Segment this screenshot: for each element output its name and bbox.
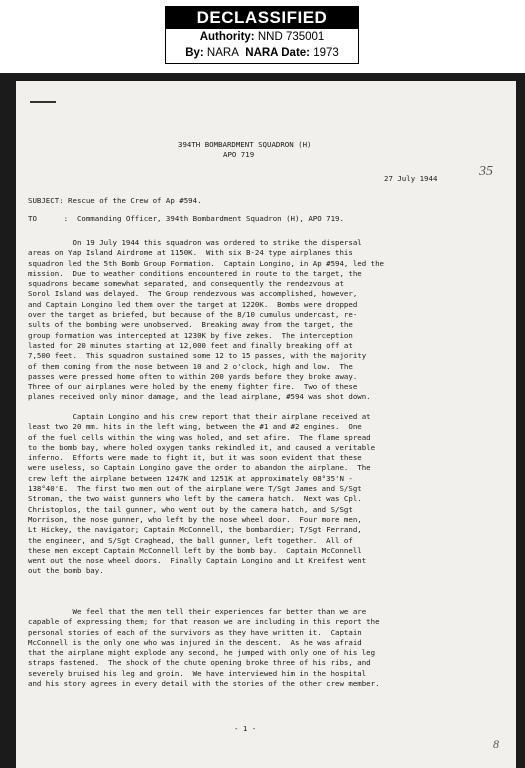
text-line: of them coming from the nose between 10 and 2 o'clock, high and low. The [28, 361, 353, 371]
text-line: Sorol Island was delayed. The Group rendezvous was accomplished, however, [28, 289, 358, 299]
text-line: 138°40'E. The first two men out of the airplane were T/Sgt James and S/Sgt [28, 484, 362, 494]
text-line: squadrons became somewhat separated, and consequently the rendezvous at [28, 279, 344, 289]
text-line: over the target as briefed, but because of the 8/10 cumulus undercast, re- [28, 310, 358, 320]
letterhead-unit: 394TH BOMBARDMENT SQUADRON (H) [178, 140, 312, 149]
text-line: mission. Due to weather conditions encountered in route to the target, the [28, 268, 362, 278]
text-line: Stroman, the two waist gunners who left by the camera hatch. Next was Cpl. [28, 494, 362, 504]
text-line: that the airplane might explode any second, he jumped with only one of his leg [28, 648, 376, 658]
text-line: severely bruised his leg and groin. We have interviewed him in the hospital [28, 668, 367, 678]
text-line: capable of expressing them; for that reason we are including in this report the [28, 617, 380, 627]
stamp-authority: Authority: NND 735001 [199, 31, 325, 43]
paragraph-3 [28, 607, 380, 689]
text-line: inferno. Efforts were made to fight it, but it was soon evident that these [28, 453, 362, 463]
text-line: sults of the bombing were unobserved. Breaking away from the target, the [28, 320, 353, 330]
text-line: and his story agrees in every detail with the stories of the other crew member. [28, 679, 380, 689]
text-line: of the fuel cells within the wing was holed, and set afire. The flame spread [28, 432, 371, 442]
text-line: straps fastened. The shock of the chute opening broke three of his ribs, and [28, 658, 371, 668]
text-line: were useless, so Captain Longino gave the order to abandon the airplane. The [28, 463, 371, 473]
text-line: Christoplos, the tail gunner, who went out by the camera hatch, and S/Sgt [28, 504, 353, 514]
text-line: group formation was intercepted at 1230K by five zekes. The interception [28, 330, 353, 340]
text-line: personal stories of each of the survivors as they have written it. Captain [28, 627, 362, 637]
text-line: McConnell is the only one who was injured in the descent. As he was afraid [28, 637, 362, 647]
pencil-mark [30, 101, 56, 103]
text-line: passes were pressed home often to within 200 yards before they broke away. [28, 371, 358, 381]
paragraph-2 [28, 412, 375, 577]
text-line: went out the nose wheel doors. Finally Captain Longino and Lt Kreifest went [28, 556, 367, 566]
paragraph-1 [28, 238, 384, 403]
text-line: out the bomb bay. [28, 566, 104, 576]
text-line: squadron led the 5th Bomb Group Formation. Captain Longino, in Ap #594, led the [28, 258, 384, 268]
text-line: to the bomb bay, where holed oxygen tanks rekindled it, and caused a veritable [28, 442, 376, 452]
text-line: Captain Longino and his crew report that their airplane received at [28, 412, 371, 421]
text-line: and Captain Longino led them over the target at 1220K. Bombs were dropped [28, 299, 358, 309]
page-number: - 1 - [234, 724, 257, 733]
text-line: Morrison, the nose gunner, who left by the nose wheel door. Four more men, [28, 514, 362, 524]
corner-mark: 8 [493, 737, 499, 751]
subject-line: SUBJECT: Rescue of the Crew of Ap #594. [28, 196, 202, 205]
text-line: Lt Hickey, the navigator; Captain McConnell, the bombardier; T/Sgt Ferrand, [28, 525, 362, 535]
text-line: these men except Captain McConnell left by the bomb bay. Captain McConnell [28, 545, 362, 555]
text-line: 7,500 feet. This squadron sustained some 12 to 15 passes, with the majority [28, 351, 367, 361]
text-line: Three of our airplanes were holed by the enemy fighter fire. Two of these [28, 382, 358, 392]
text-line: planes received only minor damage, and the lead airplane, #594 was shot down. [28, 392, 371, 402]
document-date: 27 July 1944 [384, 174, 438, 183]
document-page [16, 81, 516, 768]
text-line: areas on Yap Island Airdrome at 1150K. With six B-24 type airplanes this [28, 248, 353, 258]
text-line: least two 20 mm. hits in the left wing, between the #1 and #2 engines. One [28, 422, 362, 432]
declassified-stamp [165, 6, 359, 64]
to-line: TO : Commanding Officer, 394th Bombardment Squadron (H), APO 719. [28, 214, 344, 223]
text-line: the engineer, and S/Sgt Craghead, the ball gunner, left together. All of [28, 535, 353, 545]
stamp-by-date: By: NARA NARA Date: 1973 [185, 47, 339, 59]
text-line: crew left the airplane between 1247K and 1251K at approximately 08°35'N - [28, 473, 353, 483]
text-line: lasted for 20 minutes starting at 12,000 feet and finally breaking off at [28, 340, 353, 350]
letterhead-apo: APO 719 [223, 150, 255, 159]
text-line: On 19 July 1944 this squadron was ordered to strike the dispersal [28, 238, 362, 247]
handwritten-page-mark: 35 [479, 164, 493, 179]
stamp-title: DECLASSIFIED [166, 7, 358, 29]
text-line: We feel that the men tell their experiences far better than we are [28, 607, 367, 616]
